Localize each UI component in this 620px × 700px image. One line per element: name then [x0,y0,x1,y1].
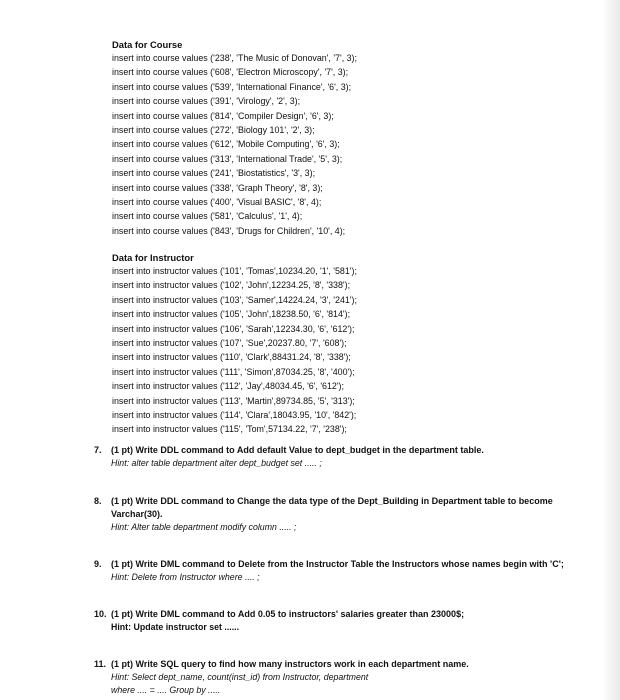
instructor-insert-line: insert into instructor values ('103', 'Samer',14224.24, '3', '241'); [112,294,357,305]
question-8 [94,495,594,534]
question-hint-continued: where .... = .... Group by ..... [111,685,221,695]
course-insert-line: insert into course values ('338', 'Graph Theory', '8', 3); [112,182,323,193]
instructor-insert-line: insert into instructor values ('114', 'Clara',18043.95, '10', '842'); [112,409,357,420]
instructor-insert-line: insert into instructor values ('105', 'John',18238.50, '6', '814'); [112,309,351,320]
question-text: (1 pt) Write SQL query to find how many instructors work in each department name. [111,659,469,669]
instructor-data-heading: Data for Instructor [112,252,194,263]
course-insert-line: insert into course values ('238', 'The Music of Donovan', '7', 3); [112,53,357,63]
instructor-insert-line: insert into instructor values ('107', 'Sue',20237.80, '7', '608'); [112,337,347,348]
instructor-insert-line: insert into instructor values ('112', 'Jay',48034.45, '6', '612'); [112,381,344,392]
instructor-insert-line: insert into instructor values ('115', 'Tom',57134.22, '7', '238'); [112,424,347,435]
question-number: 8. [94,496,102,506]
instructor-insert-line: insert into instructor values ('111', 'Simon',87034.25, '8', '400'); [112,366,355,377]
course-insert-line: insert into course values ('539', 'International Finance', '6', 3); [112,81,352,92]
question-11 [94,658,594,697]
question-text: (1 pt) Write DDL command to Change the data type of the Dept_Building in Department table to become Varchar(30). [111,496,553,519]
question-number: 7. [94,445,102,455]
question-7 [94,444,594,470]
course-data-heading: Data for Course [112,39,183,50]
question-text: (1 pt) Write DML command to Delete from the Instructor Table the Instructors whose names begin with 'C'; [111,559,564,569]
question-hint: Hint: Alter table department modify column ..... ; [111,522,297,532]
questions-list [94,444,594,697]
question-number: 11. [94,659,107,669]
question-hint: Hint: Select dept_name, count(inst_id) from Instructor, department [111,672,369,682]
course-insert-line: insert into course values ('612', 'Mobile Computing', '6', 3); [112,139,340,150]
instructor-insert-line: insert into instructor values ('110', 'Clark',88431.24, '8', '338'); [112,352,351,363]
instructor-insert-line: insert into instructor values ('106', 'Sarah',12234.30, '6', '612'); [112,323,355,334]
question-number: 9. [94,559,102,569]
question-text: (1 pt) Write DML command to Add 0.05 to instructors' salaries greater than 23000$; [111,609,465,619]
question-hint: Hint: Delete from Instructor where .... ; [111,572,260,582]
instructor-data-section [112,251,582,437]
question-hint: Hint: alter table department alter dept_budget set ..... ; [111,458,322,468]
course-insert-line: insert into course values ('391', 'Virology', '2', 3); [112,96,301,107]
course-insert-line: insert into course values ('400', 'Visual BASIC', '8', 4); [112,196,322,207]
instructor-insert-line: insert into instructor values ('102', 'John',12234.25, '8', '338'); [112,280,351,291]
course-insert-line: insert into course values ('608', 'Electron Microscopy', '7', 3); [112,67,349,78]
instructor-insert-line: insert into instructor values ('113', 'Martin',89734.85, '5', '313'); [112,395,355,406]
question-text: (1 pt) Write DDL command to Add default Value to dept_budget in the department table. [111,445,484,455]
course-insert-line: insert into course values ('241', 'Biostatistics', '3', 3); [112,168,316,179]
course-data-section [112,38,582,238]
question-number: 10. [94,609,107,619]
course-insert-line: insert into course values ('843', 'Drugs for Children', '10', 4); [112,225,346,236]
question-9 [94,558,594,584]
course-insert-line: insert into course values ('814', 'Compiler Design', '6', 3); [112,110,334,121]
page-edge-shadow [602,0,620,700]
course-insert-line: insert into course values ('581', 'Calculus', '1', 4); [112,211,303,222]
question-10 [94,608,594,634]
course-insert-line: insert into course values ('272', 'Biology 101', '2', 3); [112,124,315,135]
instructor-insert-line: insert into instructor values ('101', 'Tomas',10234.20, '1', '581'); [112,266,357,276]
question-hint: Hint: Update instructor set ...... [111,622,240,632]
course-insert-line: insert into course values ('313', 'International Trade', '5', 3); [112,153,343,164]
